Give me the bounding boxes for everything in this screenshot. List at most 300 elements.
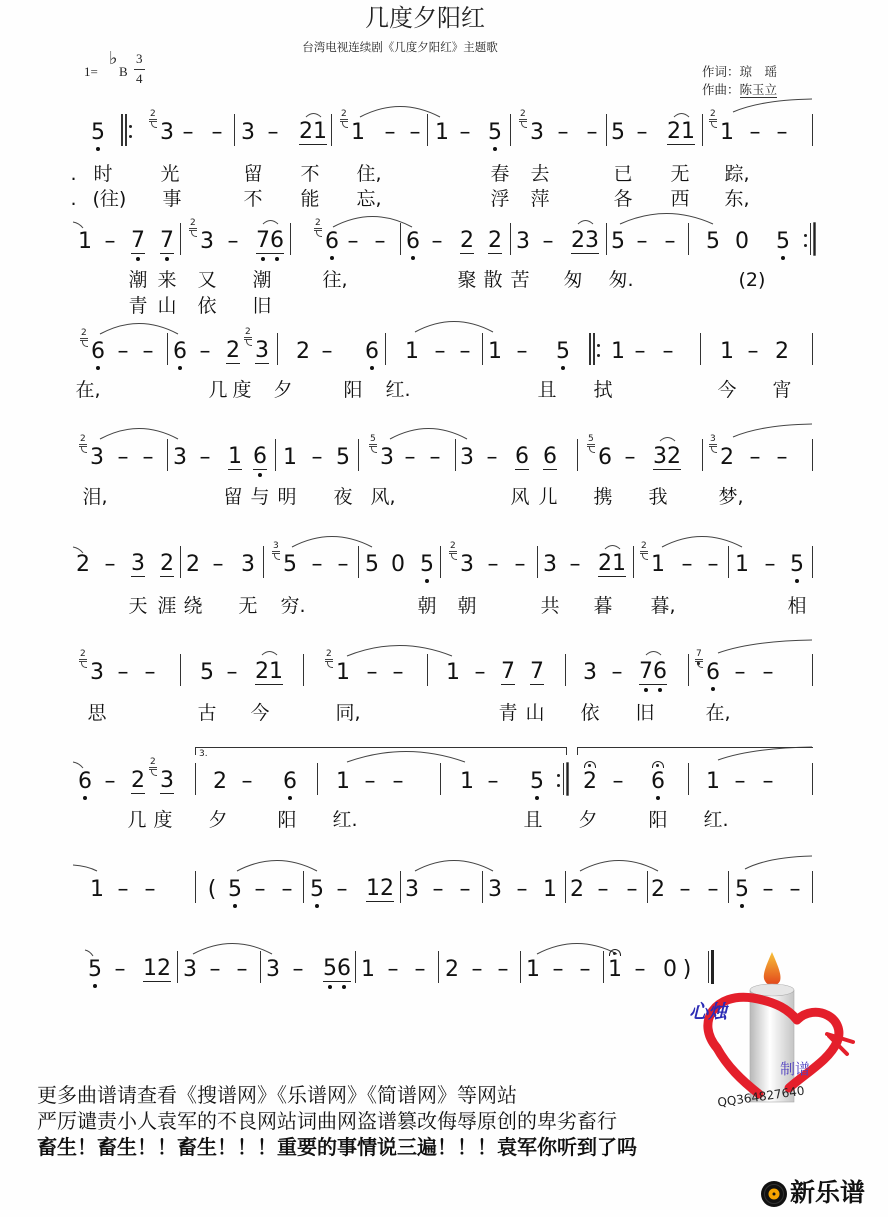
grace-hook-icon	[521, 122, 527, 128]
sustain-dash-text: –	[776, 120, 788, 145]
sustain-dash-text: –	[487, 552, 499, 577]
lyric-word: 我	[648, 486, 668, 508]
barline	[603, 951, 604, 983]
volta-bracket	[577, 747, 813, 755]
lyric-word: 无	[238, 595, 258, 617]
note-text: 5	[420, 552, 434, 577]
barline	[812, 871, 813, 903]
note	[720, 341, 734, 363]
sustain-dash-text: –	[664, 229, 676, 254]
barline	[167, 333, 168, 365]
slur-tie	[745, 856, 812, 869]
sustain-dash	[200, 341, 211, 363]
sustain-dash-text: –	[764, 552, 776, 577]
note-text: 3	[90, 445, 104, 470]
lyric-word: 朝	[417, 595, 437, 617]
barline	[317, 763, 318, 795]
sustain-dash	[228, 231, 239, 253]
barline	[303, 871, 304, 903]
volta-label: 3.	[199, 749, 208, 759]
low-octave-dot-icon	[328, 985, 332, 989]
grace-hook-icon	[711, 447, 717, 453]
lyric-word: 且	[523, 809, 543, 831]
note-text: 3	[380, 445, 394, 470]
note	[488, 230, 502, 254]
note	[488, 122, 502, 144]
watermark-name: 心烛	[689, 1001, 728, 1023]
note	[88, 959, 102, 981]
low-octave-dot-icon	[644, 688, 648, 692]
sustain-dash-text: –	[636, 229, 648, 254]
eighth-note-group-text: 21	[299, 119, 327, 144]
note-text: 5	[611, 229, 625, 254]
sustain-dash-text: –	[579, 957, 591, 982]
lyric-word: 留	[223, 486, 243, 508]
note-text: 3	[543, 552, 557, 577]
note	[173, 447, 187, 469]
lyric-word: 东,	[724, 188, 750, 210]
note	[460, 771, 474, 793]
lyric-word: 拭	[593, 379, 613, 401]
sustain-dash-text: –	[634, 957, 646, 982]
note-text: 5	[228, 877, 242, 902]
low-octave-dot-icon	[342, 985, 346, 989]
note	[200, 662, 214, 684]
note	[530, 661, 544, 685]
note-text: 2	[651, 877, 665, 902]
note-text: 1	[608, 957, 622, 982]
lyric-word: 踪,	[724, 163, 750, 185]
grace-hook-icon	[81, 447, 87, 453]
low-octave-dot-icon	[425, 579, 429, 583]
lyric-word: 来	[157, 269, 177, 291]
sustain-dash-text: –	[459, 120, 471, 145]
sustain-dash	[105, 771, 116, 793]
lyric-word: 散	[483, 269, 503, 291]
low-octave-dot-icon	[136, 257, 140, 261]
note-text: 6	[515, 444, 529, 469]
sustain-dash	[415, 959, 426, 981]
lyric-word: 事	[162, 188, 182, 210]
note	[336, 771, 350, 793]
barline	[565, 871, 566, 903]
sustain-dash	[242, 771, 253, 793]
sustain-dash-text: –	[497, 957, 509, 982]
slur-tie	[580, 861, 658, 872]
note	[445, 959, 459, 981]
sustain-dash	[763, 879, 774, 901]
note-text: 2	[460, 228, 474, 253]
sustain-dash-text: –	[114, 957, 126, 982]
lyric-word: 且	[537, 379, 557, 401]
slur-small	[660, 438, 675, 442]
lyric-word: 阳	[343, 379, 363, 401]
fermata-icon	[652, 761, 664, 768]
barline	[358, 439, 359, 471]
sustain-dash	[763, 662, 774, 684]
grace-note	[641, 542, 649, 556]
sustain-dash	[410, 122, 421, 144]
slur-tie	[733, 99, 812, 112]
sustain-dash-text: –	[624, 445, 636, 470]
lyric-word: 青	[498, 702, 518, 724]
low-octave-dot-icon	[93, 984, 97, 988]
sustain-dash-text: –	[459, 877, 471, 902]
note	[651, 771, 665, 793]
note	[228, 446, 242, 470]
note-text: 1	[706, 769, 720, 794]
lyric-word: 明	[277, 486, 297, 508]
lyricist-name: 琼 瑶	[739, 64, 778, 79]
note-text: 1	[720, 120, 734, 145]
note-text: 6	[325, 229, 339, 254]
sustain-dash-text: –	[487, 769, 499, 794]
low-octave-dot-icon	[370, 366, 374, 370]
sustain-dash-text: –	[337, 552, 349, 577]
low-octave-dot-icon	[411, 256, 415, 260]
parenthesis-text: )	[682, 957, 692, 982]
note	[406, 231, 420, 253]
lyric-word: 能	[300, 188, 320, 210]
note	[570, 879, 584, 901]
sustain-dash	[748, 341, 759, 363]
note-text: 5	[488, 120, 502, 145]
sustain-dash	[460, 341, 471, 363]
note	[80, 649, 104, 685]
eighth-note-group	[366, 878, 394, 902]
grace-note	[520, 110, 528, 124]
barline	[427, 654, 428, 686]
lyric-word: 浮	[490, 188, 510, 210]
barline	[290, 223, 291, 255]
sustain-dash	[637, 231, 648, 253]
sustain-dash-text: –	[374, 229, 386, 254]
lyric-word: 红.	[332, 809, 358, 831]
note	[526, 959, 540, 981]
sustain-dash	[515, 554, 526, 576]
note-text: 3	[488, 877, 502, 902]
composer-name: 陈玉立	[739, 82, 778, 97]
grace-note-text: 3	[273, 541, 279, 551]
barline	[180, 546, 181, 578]
sustain-dash-text: –	[392, 769, 404, 794]
rest-text: 0	[663, 957, 677, 982]
sustain-dash	[708, 879, 719, 901]
sustain-dash-text: –	[611, 660, 623, 685]
sustain-dash-text: –	[104, 769, 116, 794]
note-text: 5	[200, 660, 214, 685]
barline	[812, 439, 813, 471]
note-text: 1	[361, 957, 375, 982]
sustain-dash	[553, 959, 564, 981]
sustain-dash-text: –	[636, 120, 648, 145]
grace-note	[190, 219, 198, 233]
note	[405, 879, 419, 901]
sustain-dash	[517, 341, 528, 363]
fermata-icon	[609, 949, 621, 956]
eighth-note-group-text: 76	[256, 228, 284, 253]
note-text: 1	[90, 877, 104, 902]
note-text: 3	[200, 229, 214, 254]
grace-note-text: 2	[341, 109, 347, 119]
sustain-dash	[183, 122, 194, 144]
grace-hook-icon	[589, 447, 595, 453]
grace-note	[450, 542, 458, 556]
sustain-dash-text: –	[516, 339, 528, 364]
note	[78, 771, 92, 793]
note	[131, 770, 145, 794]
sustain-dash	[682, 554, 693, 576]
sustain-dash	[475, 662, 486, 684]
lyric-word: 山	[157, 295, 177, 317]
grace-note-text: 2	[190, 218, 196, 228]
grace-note-text: 5	[588, 434, 594, 444]
sustain-dash	[282, 879, 293, 901]
sustain-dash	[115, 959, 126, 981]
sustain-dash	[777, 122, 788, 144]
sustain-dash-text: –	[514, 552, 526, 577]
note	[710, 434, 734, 470]
sustain-dash-text: –	[347, 229, 359, 254]
note-text: 2	[186, 552, 200, 577]
barline	[195, 871, 196, 903]
sustain-dash	[393, 662, 404, 684]
note-text: 3	[160, 768, 174, 793]
note-text: 3	[90, 660, 104, 685]
lyric-word: 匆	[563, 269, 583, 291]
note-text: 1	[446, 660, 460, 685]
grace-note-text: 2	[315, 218, 321, 228]
low-octave-dot-icon	[535, 796, 539, 800]
key-note: B	[119, 64, 128, 79]
sustain-dash-text: –	[199, 339, 211, 364]
lyric-word: 无	[670, 163, 690, 185]
sustain-dash	[587, 122, 598, 144]
note-text: 1	[336, 660, 350, 685]
lyric-word: 天	[128, 595, 148, 617]
lyric-word: 儿	[538, 486, 558, 508]
watermark-made: 制谱	[780, 1060, 811, 1078]
sustain-dash-text: –	[747, 339, 759, 364]
sustain-dash	[460, 879, 471, 901]
slur-tie	[237, 861, 317, 872]
barline	[728, 871, 729, 903]
note-text: 3	[530, 120, 544, 145]
sustain-dash	[433, 879, 444, 901]
credits	[702, 63, 777, 99]
sustain-dash-text: –	[117, 660, 129, 685]
note-text: 5	[556, 339, 570, 364]
eighth-note-group	[299, 121, 327, 145]
slur-tie	[100, 429, 178, 440]
vinyl-disc-icon	[760, 1180, 788, 1208]
note	[696, 649, 720, 685]
sustain-dash-text: –	[414, 957, 426, 982]
rest-text: 0	[391, 552, 405, 577]
lyric-word: 与	[250, 486, 270, 508]
eighth-note-group	[255, 661, 283, 685]
candle-icon	[750, 952, 794, 1102]
barline	[167, 439, 168, 471]
watermark-qq: QQ364827640	[716, 1083, 806, 1110]
barline	[537, 546, 538, 578]
low-octave-dot-icon	[658, 688, 662, 692]
grace-note-text: 3	[710, 434, 716, 444]
rest	[735, 231, 749, 253]
sustain-dash	[322, 341, 333, 363]
barline	[180, 654, 181, 686]
sustain-dash	[430, 447, 441, 469]
sustain-dash-text: –	[586, 120, 598, 145]
note-text: 6	[78, 769, 92, 794]
sustain-dash	[735, 662, 746, 684]
slur-small	[306, 114, 321, 118]
note	[706, 231, 720, 253]
lyric-word: 思	[87, 702, 107, 724]
note-text: 7	[131, 228, 145, 253]
grace-hook-icon	[711, 122, 717, 128]
lyricist-label: 作词：	[702, 64, 740, 79]
grace-note-text: 2	[450, 541, 456, 551]
note	[611, 122, 625, 144]
sustain-dash-text: –	[486, 445, 498, 470]
note-text: 6	[406, 229, 420, 254]
barline	[427, 114, 428, 146]
eighth-note-group	[653, 446, 681, 470]
note	[611, 341, 625, 363]
lyric-word: 旧	[252, 295, 272, 317]
barline	[702, 439, 703, 471]
low-octave-dot-icon	[83, 796, 87, 800]
footer-line-3: 畜生！畜生！！畜生！！！重要的事情说三遍！！！袁军你听到了吗	[37, 1135, 637, 1159]
eighth-note-group-text: 32	[653, 444, 681, 469]
lyric-word: 不	[243, 188, 263, 210]
lyric-word: 暮	[593, 595, 613, 617]
note-text: 2	[226, 338, 240, 363]
low-octave-dot-icon	[96, 366, 100, 370]
footer-line-1: 更多曲谱请查看《搜谱网》《乐谱网》《简谱网》等网站	[37, 1083, 517, 1107]
sustain-dash-text: –	[409, 120, 421, 145]
note	[78, 231, 92, 253]
note-text: 3	[460, 552, 474, 577]
sustain-dash	[393, 771, 404, 793]
sustain-dash-text: –	[392, 660, 404, 685]
note	[361, 959, 375, 981]
sustain-dash	[118, 879, 129, 901]
low-octave-dot-icon	[740, 904, 744, 908]
sustain-dash	[213, 554, 224, 576]
lyric-word: 风,	[370, 486, 396, 508]
grace-hook-icon	[81, 662, 87, 668]
lyric-word: 忘,	[356, 188, 382, 210]
sustain-dash	[348, 231, 359, 253]
lyric-word: 暮,	[650, 595, 676, 617]
barline	[277, 333, 278, 365]
lyric-word: 古	[197, 702, 217, 724]
barline	[195, 763, 196, 795]
sustain-dash-text: –	[117, 877, 129, 902]
lyric-word: 涯	[157, 595, 177, 617]
sustain-dash	[338, 554, 349, 576]
barline	[812, 763, 813, 795]
sustain-dash	[750, 447, 761, 469]
low-octave-dot-icon	[697, 662, 700, 665]
sustain-dash-text: –	[311, 445, 323, 470]
note-text: 2	[583, 769, 597, 794]
lyric-word: .	[70, 163, 77, 185]
sustain-dash-text: –	[542, 229, 554, 254]
note-text: 6	[283, 769, 297, 794]
lyric-word: 往,	[322, 269, 348, 291]
grace-note-text: 2	[150, 757, 156, 767]
sustain-dash	[625, 447, 636, 469]
note-text: 2	[160, 551, 174, 576]
note	[530, 771, 544, 793]
note	[516, 231, 530, 253]
lyric-word: 在,	[75, 379, 101, 401]
sustain-dash	[255, 879, 266, 901]
note-text: 3	[516, 229, 530, 254]
barline	[400, 871, 401, 903]
grace-hook-icon	[327, 662, 333, 668]
sustain-dash-text: –	[387, 957, 399, 982]
slur-tie	[347, 646, 452, 657]
barline	[812, 546, 813, 578]
note-text: 2	[131, 768, 145, 793]
note	[326, 649, 350, 685]
sustain-dash-text: –	[144, 877, 156, 902]
sustain-dash	[143, 341, 154, 363]
volta-bracket	[195, 747, 567, 759]
sustain-dash	[487, 447, 498, 469]
barline	[577, 439, 578, 471]
note	[735, 554, 749, 576]
note-text: 2	[488, 228, 502, 253]
sustain-dash	[488, 771, 499, 793]
note-text: 1	[336, 769, 350, 794]
sustain-dash	[627, 879, 638, 901]
sustain-dash	[517, 879, 528, 901]
note-text: 5	[365, 552, 379, 577]
eighth-note-group	[639, 661, 667, 685]
sustain-dash	[118, 662, 129, 684]
note-text: 2	[570, 877, 584, 902]
repeat-end-barline	[563, 763, 564, 795]
sustain-dash-text: –	[384, 120, 396, 145]
barline	[700, 333, 701, 365]
grace-hook-icon	[451, 554, 457, 560]
slur-small	[263, 221, 278, 225]
note	[775, 341, 789, 363]
song-subtitle: 台湾电视连续剧《几度夕阳红》主题歌	[302, 40, 498, 54]
low-octave-dot-icon	[233, 904, 237, 908]
eighth-note-group-text: 23	[571, 228, 599, 253]
note-text: 1	[405, 339, 419, 364]
note-text: 2	[296, 339, 310, 364]
sustain-dash-text: –	[321, 339, 333, 364]
barline	[728, 546, 729, 578]
sustain-dash	[365, 771, 376, 793]
note-text: 3	[460, 445, 474, 470]
grace-hook-icon	[642, 554, 648, 560]
grace-note	[696, 650, 704, 664]
sustain-dash	[337, 879, 348, 901]
grace-note	[81, 329, 89, 343]
sustain-dash	[312, 447, 323, 469]
note-text: 3	[173, 445, 187, 470]
lyric-word: 夕	[578, 809, 598, 831]
sustain-dash	[143, 447, 154, 469]
